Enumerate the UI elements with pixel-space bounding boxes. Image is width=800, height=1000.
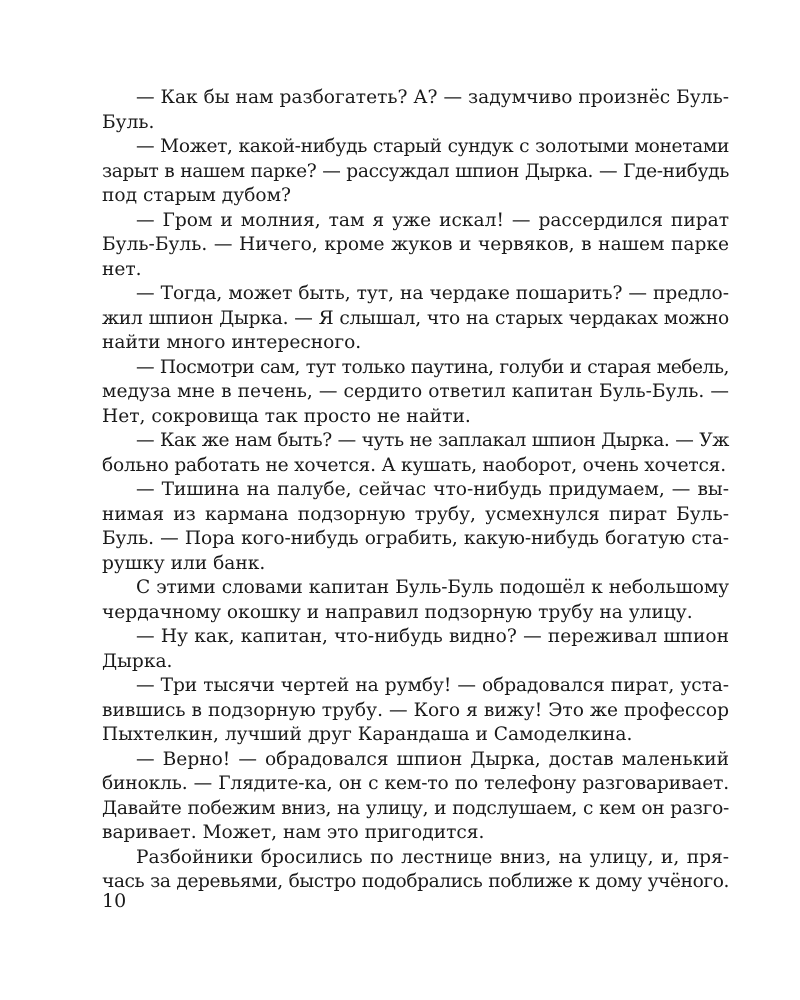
text-line: Нет, сокровища так просто не найти. [102, 405, 471, 427]
text-line: — Тишина на палубе, сейчас что-нибудь придумаем, — вы- [136, 479, 729, 500]
text-line: С этими словами капитан Буль-Буль подошёл к небольшому [136, 577, 729, 598]
text-line: Буль. [102, 111, 155, 133]
text-line: Давайте побежим вниз, на улицу, и подслушаем, с кем он разго- [102, 797, 729, 819]
text-line: больно работать не хочется. А кушать, наоборот, очень хочется. [102, 454, 726, 476]
text-line: — Посмотри сам, тут только паутина, голуби и старая мебель, [136, 356, 729, 378]
text-line: под старым дубом? [102, 185, 292, 206]
text-line: — Гром и молния, там я уже искал! — рассердился пират [136, 209, 729, 231]
text-line: — Верно! — обрадовался шпион Дырка, достав маленький [136, 748, 729, 770]
text-line: — Может, какой-нибудь старый сундук с золотыми монетами [136, 136, 729, 157]
text-line: Пыхтелкин, лучший друг Карандаша и Самоделкина. [102, 724, 633, 745]
text-line: — Как же нам быть? — чуть не заплакал шпион Дырка. — Уж [136, 430, 729, 451]
text-line: вившись в подзорную трубу. — Кого я вижу! Это же профессор [102, 699, 729, 721]
text-line: Дырка. [102, 650, 173, 672]
text-line: Буль-Буль. — Ничего, кроме жуков и червяков, в нашем парке [102, 234, 729, 255]
text-line: — Тогда, может быть, тут, на чердаке пошарить? — предло- [136, 283, 729, 304]
text-line: Буль. — Пора кого-нибудь ограбить, какую-нибудь богатую ста- [102, 528, 729, 549]
text-line: найти много интересного. [102, 332, 362, 353]
text-line: — Как бы нам разбогатеть? А? — задумчиво произнёс Буль- [136, 87, 729, 108]
body-text [102, 86, 729, 895]
text-line: — Три тысячи чертей на румбу! — обрадовался пират, уста- [136, 675, 729, 696]
text-line: жил шпион Дырка. — Я слышал, что на старых чердаках можно [102, 307, 729, 329]
text-line: — Ну как, капитан, что-нибудь видно? — переживал шпион [136, 626, 729, 647]
text-line: варивает. Может, нам это пригодится. [102, 822, 485, 843]
text-line: чась за деревьями, быстро подобрались поближе к дому учёного. [102, 871, 729, 892]
text-line: рушку или банк. [102, 552, 266, 574]
text-line: бинокль. — Глядите-ка, он с кем-то по телефону разговаривает. [102, 773, 729, 794]
page-number: 10 [102, 890, 127, 912]
text-line: Разбойники бросились по лестнице вниз, на улицу, и, пря- [136, 846, 729, 868]
text-line: зарыт в нашем парке? — рассуждал шпион Дырка. — Где-нибудь [102, 160, 729, 182]
text-line: нет. [102, 258, 142, 280]
text-line: нимая из кармана подзорную трубу, усмехнулся пират Буль- [102, 503, 729, 525]
text-line: медуза мне в печень, — сердито ответил капитан Буль-Буль. — [102, 381, 729, 402]
text-line: чердачному окошку и направил подзорную трубу на улицу. [102, 601, 693, 623]
